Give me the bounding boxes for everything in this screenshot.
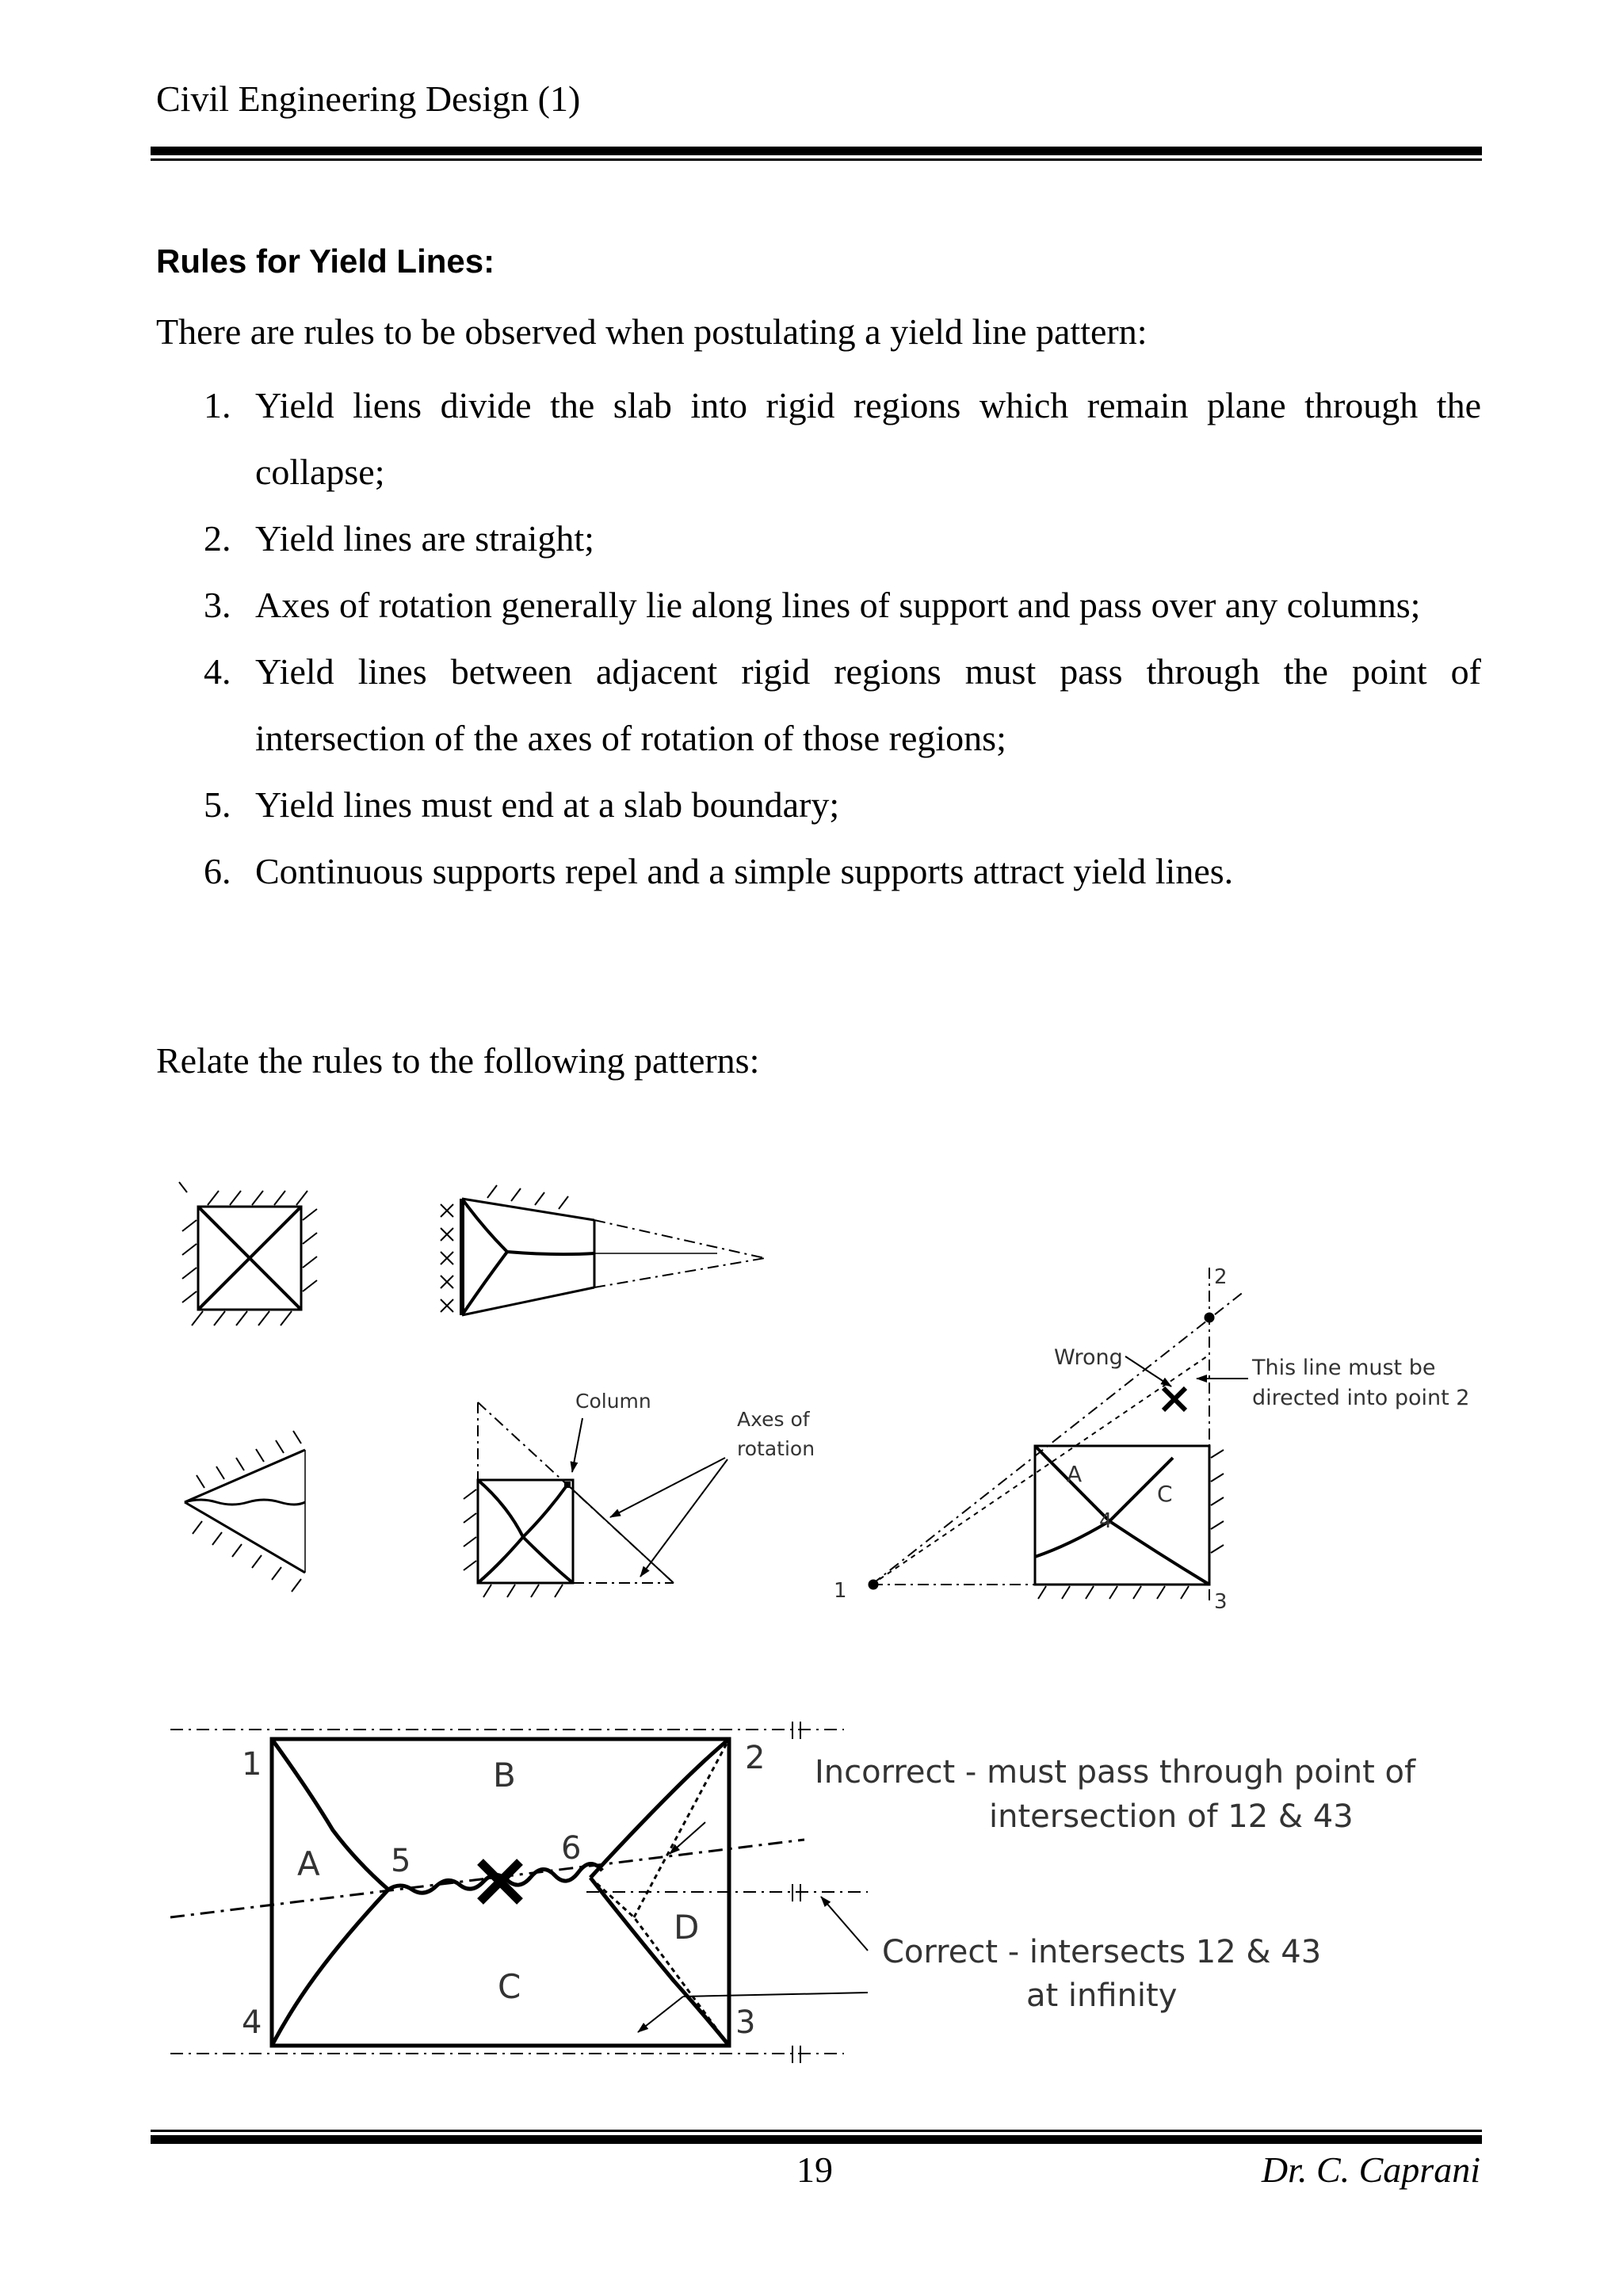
list-number: 2. <box>204 518 231 559</box>
incorrect-label-line2: intersection of 12 & 43 <box>989 1798 1354 1835</box>
list-text: Yield lines must end at a slab boundary; <box>255 784 840 825</box>
must-label-line1: This line must be <box>1252 1356 1436 1380</box>
list-number: 1. <box>204 385 231 425</box>
list-text: Yield liens divide the slab into rigid regions which remain plane through the collapse; <box>255 385 1481 492</box>
rect-region-d: D <box>674 1908 700 1947</box>
list-text: Continuous supports repel and a simple supports attract yield lines. <box>255 851 1234 891</box>
list-number: 3. <box>204 585 231 625</box>
intro-text: There are rules to be observed when postulating a yield line pattern: <box>156 311 1148 352</box>
section-title: Rules for Yield Lines: <box>156 242 495 280</box>
axes-label-line1: Axes of <box>737 1408 810 1431</box>
diagram-tapered-slab <box>441 1185 765 1315</box>
mid-region-a: A <box>1067 1461 1083 1487</box>
must-label-line2: directed into point 2 <box>1252 1386 1470 1410</box>
mid-point-2: 2 <box>1214 1265 1228 1289</box>
rect-point-4: 4 <box>242 2004 262 2041</box>
page-number: 19 <box>796 2149 833 2190</box>
rect-region-c: C <box>498 1967 521 2006</box>
list-number: 4. <box>204 651 231 692</box>
rect-point-2: 2 <box>745 1740 766 1776</box>
diagram-point-intersection <box>869 1268 1248 1600</box>
rect-region-b: B <box>493 1756 516 1794</box>
incorrect-label-line1: Incorrect - must pass through point of <box>815 1754 1416 1791</box>
footer-rule <box>151 2135 1482 2144</box>
mid-region-c: C <box>1157 1481 1173 1507</box>
rect-region-a: A <box>297 1844 320 1883</box>
author: Dr. C. Caprani <box>1261 2149 1480 2190</box>
list-number: 6. <box>204 851 231 891</box>
list-text: Yield lines are straight; <box>255 518 594 559</box>
rect-point-3: 3 <box>735 2004 756 2041</box>
rect-point-6: 6 <box>561 1830 582 1867</box>
diagram-square-slab <box>179 1182 317 1325</box>
diagram-triangle-slab <box>185 1431 305 1592</box>
mid-point-3: 3 <box>1214 1590 1228 1614</box>
mid-point-4: 4 <box>1099 1509 1113 1533</box>
rect-point-5: 5 <box>391 1843 411 1879</box>
correct-label-line1: Correct - intersects 12 & 43 <box>882 1934 1322 1970</box>
list-number: 5. <box>204 784 231 825</box>
running-header: Civil Engineering Design (1) <box>156 78 581 119</box>
footer-rule-thin <box>151 2130 1482 2132</box>
wrong-label: Wrong <box>1054 1345 1123 1370</box>
list-text: Yield lines between adjacent rigid regions must pass through the point of intersection of the axes of rotation of those regions; <box>255 651 1481 758</box>
axes-label-line2: rotation <box>737 1437 815 1460</box>
relate-text: Relate the rules to the following patterns: <box>156 1040 760 1081</box>
mid-point-1: 1 <box>834 1579 847 1603</box>
rect-point-1: 1 <box>242 1746 262 1783</box>
column-label: Column <box>575 1390 651 1413</box>
list-text: Axes of rotation generally lie along lines of support and pass over any columns; <box>255 585 1421 625</box>
diagram-column-slab <box>464 1402 727 1597</box>
correct-label-line2: at infinity <box>1026 1978 1178 2014</box>
